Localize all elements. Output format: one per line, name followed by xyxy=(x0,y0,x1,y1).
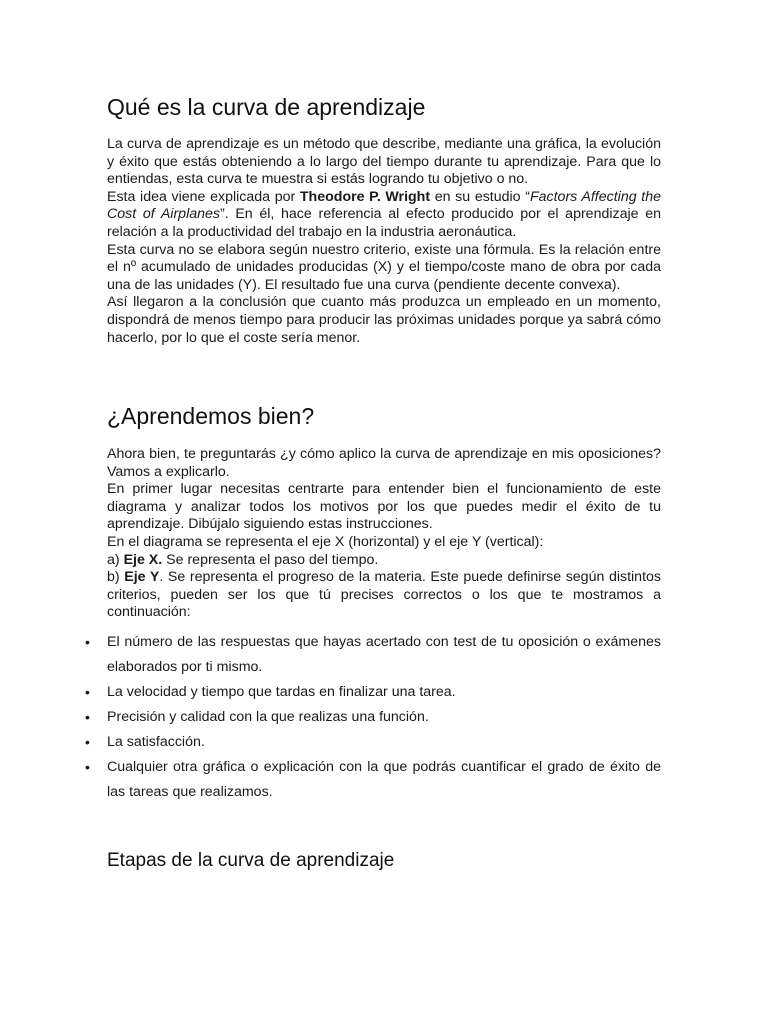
paragraph: Esta curva no se elabora según nuestro criterio, existe una fórmula. Es la relación entre el nº acumulado de unidades producidas (X) y el tiempo/coste mano de obra por cada una de las unidades (Y). El resultado fue una curva (pendiente decente convexa). xyxy=(107,241,661,293)
list-item xyxy=(85,630,661,680)
paragraph: Ahora bien, te preguntarás ¿y cómo aplico la curva de aprendizaje en mis oposiciones? Vamos a explicarlo. xyxy=(107,446,661,480)
bullet-icon: • xyxy=(85,734,90,750)
item-prefix: b) xyxy=(107,569,125,586)
axis-x-item xyxy=(107,552,661,570)
text-run: Esta idea viene explicada por xyxy=(107,188,300,205)
list-item-text: La satisfacción. xyxy=(107,734,205,750)
bullet-icon: • xyxy=(85,709,90,725)
axis-x-text: Se representa el paso del tiempo. xyxy=(162,551,379,568)
paragraph: En el diagrama se representa el eje X (horizontal) y el eje Y (vertical): xyxy=(107,533,544,550)
author-name: Theodore P. Wright xyxy=(299,188,431,205)
axis-y-item xyxy=(107,569,661,622)
axis-x-label: Eje X. xyxy=(123,551,163,568)
list-item-text: Cualquier otra gráfica o explicación con la que podrás cuantificar el grado de éxito de las tareas que realizamos. xyxy=(107,759,661,800)
bullet-icon: • xyxy=(85,759,90,775)
paragraph: En primer lugar necesitas centrarte para entender bien el funcionamiento de este diagrama y analizar todos los motivos por los que puedes medir el éxito de tu aprendizaje. Dibújalo siguiendo estas instrucciones. xyxy=(107,481,661,533)
axis-y-text: . Se representa el progreso de la materia. Este puede definirse según distintos criterios, pueden ser los que tú precises correctos o los que te mostramos a continuación: xyxy=(107,569,662,621)
paragraph: Así llegaron a la conclusión que cuanto más produzca un empleado en un momento, dispondrá de menos tiempo para producir las próximas unidades porque ya sabrá cómo hacerlo, por lo que el coste sería menor. xyxy=(107,294,661,346)
bullet-icon: • xyxy=(85,684,90,700)
list-item xyxy=(85,730,661,755)
list-item-text: Precisión y calidad con la que realizas una función. xyxy=(107,709,429,725)
paragraph-wright xyxy=(107,189,661,242)
section-title-etapas: Etapas de la curva de aprendizaje xyxy=(107,850,395,871)
study-title: Factors Affecting the Cost of Airplanes xyxy=(107,188,661,223)
list-item xyxy=(85,705,661,730)
item-prefix: a) xyxy=(107,551,124,568)
section-title-curva-aprendizaje: Qué es la curva de aprendizaje xyxy=(107,94,426,120)
section-title-aprendemos-bien: ¿Aprendemos bien? xyxy=(107,403,315,429)
text-run: en su estudio “ xyxy=(430,188,530,205)
list-item-text: El número de las respuestas que hayas acertado con test de tu oposición o exámenes elaborados por ti mismo. xyxy=(107,634,661,675)
section-body-curva-aprendizaje xyxy=(107,136,661,347)
list-item-text: La velocidad y tiempo que tardas en finalizar una tarea. xyxy=(107,684,456,700)
list-item xyxy=(85,755,661,805)
list-item xyxy=(85,680,661,705)
criteria-list xyxy=(85,630,661,805)
bullet-icon: • xyxy=(85,634,90,650)
axis-y-label: Eje Y xyxy=(124,569,160,586)
text-run: ”. En él, hace referencia al efecto producido por el aprendizaje en relación a la productividad del trabajo en la industria aeronáutica. xyxy=(107,206,661,240)
section-body-aprendemos-bien xyxy=(107,446,661,622)
paragraph: La curva de aprendizaje es un método que describe, mediante una gráfica, la evolución y éxito que estás obteniendo a lo largo del tiempo durante tu aprendizaje. Para que lo entiendas, esta curva te muestra si estás logrando tu objetivo o no. xyxy=(107,136,661,188)
